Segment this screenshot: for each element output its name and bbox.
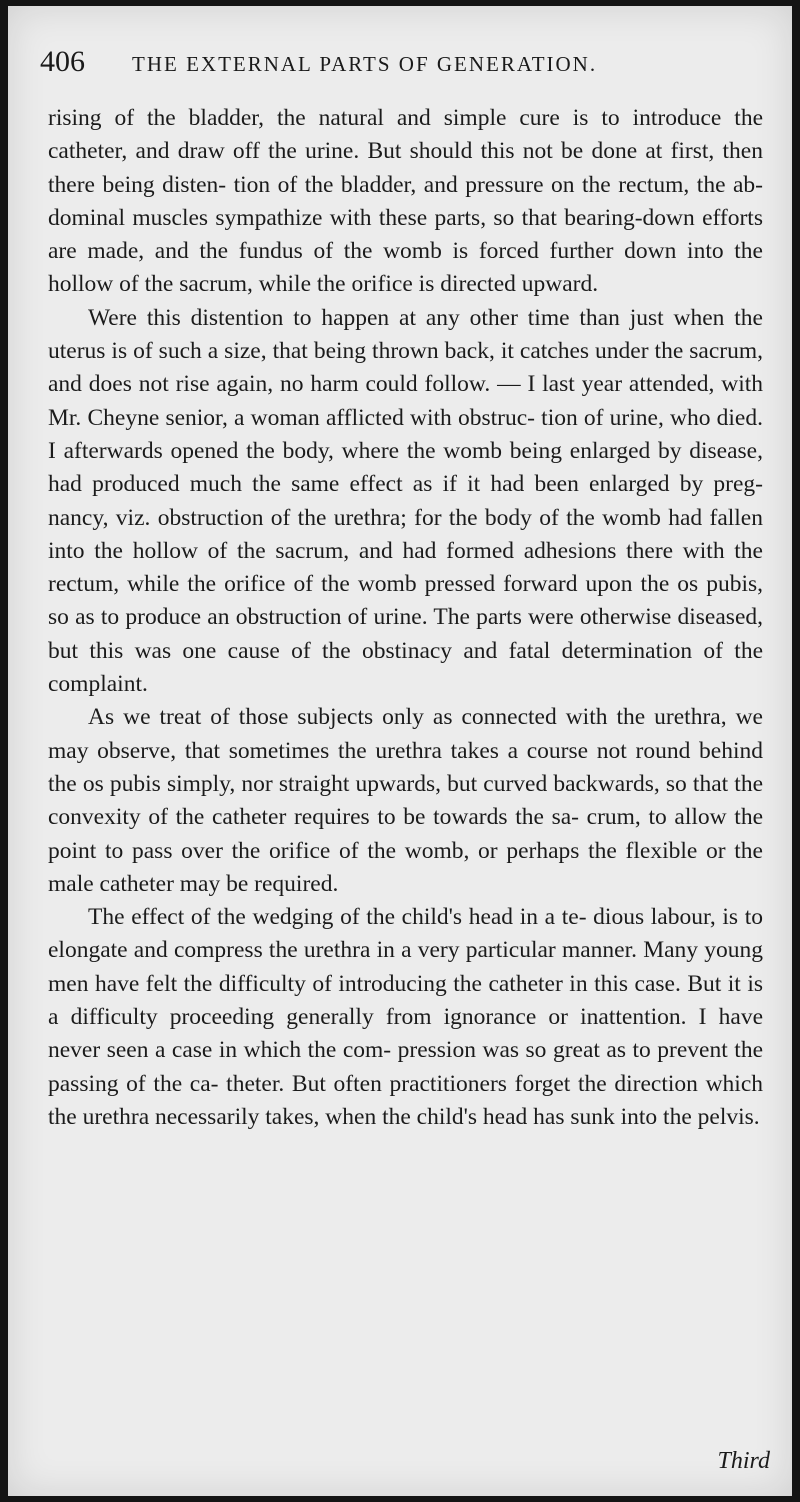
paragraph: As we treat of those subjects only as connected with the urethra, we may observe, that sometimes the urethra takes a course not round behind the os pubis simply, nor straight upwards, but curved backwards, so that the convexity of the catheter requires to be towards the sa- crum, to allow the point to pass over the orifice of the womb, or perhaps the flexible or the male catheter may be required. [48,704,763,897]
catchword: Third [717,1448,770,1474]
paragraph: Were this distention to happen at any other time than just when the uterus is of such a size, that being thrown back, it catches under the sacrum, and does not rise again, no harm could follow. — I last year attended, with Mr. Cheyne senior, a woman afflicted with obstruc- tion of urine, who died. I afterwards opened the body, where the womb being enlarged by disease, had produced much the same effect as if it had been enlarged by preg- nancy, viz. obstruction of the urethra; for the body of the womb had fallen into the hollow of the sacrum, and had formed adhesions there with the rectum, while the orifice of the womb pressed forward upon the os pubis, so as to produce an obstruction of urine. The parts were otherwise diseased, but this was one cause of the obstinacy and fatal determination of the complaint. [48,304,763,698]
page-header [40,42,760,82]
book-page [8,6,792,1496]
body-text [48,102,763,1134]
page-number: 406 [40,45,85,78]
paragraph: rising of the bladder, the natural and simple cure is to introduce the catheter, and draw off the urine. But should this not be done at first, then there being disten- tion of the bladder, and pressure on the rectum, the ab- dominal muscles sympathize with these parts, so that bearing-down efforts are made, and the fundus of the womb is forced further down into the hollow of the sacrum, while the orifice is directed upward. [48,105,763,298]
running-head: THE EXTERNAL PARTS OF GENERATION. [132,52,598,76]
paragraph: The effect of the wedging of the child's head in a te- dious labour, is to elongate and compress the urethra in a very particular manner. Many young men have felt the difficulty of introducing the catheter in this case. But it is a difficulty proceeding generally from ignorance or inattention. I have never seen a case in which the com- pression was so great as to prevent the passing of the ca- theter. But often practitioners forget the direction which the urethra necessarily takes, when the child's head has sunk into the pelvis. [48,904,763,1130]
